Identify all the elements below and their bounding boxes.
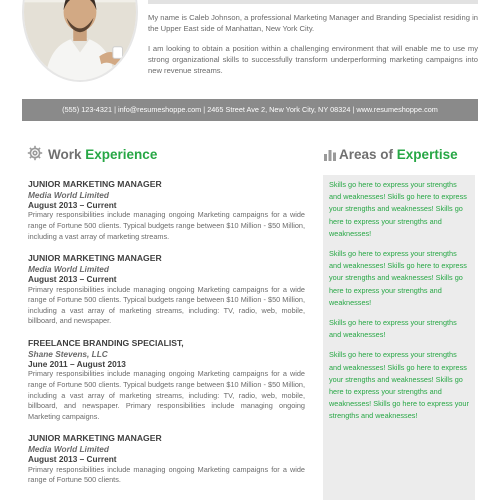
work-title-prefix: Work: [48, 147, 82, 162]
job-dates: August 2013 – Current: [28, 454, 117, 465]
contact-details: (555) 123-4321 | info@resumeshoppe.com | 2465 Street Ave 2, New York City, NY 08324 | www.resumeshoppe.com: [62, 105, 438, 114]
job-entry: [28, 179, 305, 242]
expertise-item: Skills go here to express your strengths and weaknesses! Skills go here to express your strengths and weaknesses! Skills go here to express your strengths and weaknesses!: [329, 249, 467, 307]
work-experience-list: [28, 179, 305, 497]
intro-paragraph: My name is Caleb Johnson, a professional Marketing Manager and Branding Specialist residing in the Upper East side of Manhattan, New York City.: [148, 13, 478, 34]
job-description: Primary responsibilities include managing ongoing Marketing campaigns for a wide range of Fortune 500 clients. Typical budgets range between $10 Million - $50 Million, including a vast array of marketing streams.: [28, 210, 305, 241]
job-entry: [28, 253, 305, 327]
job-description: Primary responsibilities include managing ongoing Marketing campaigns for a wide range of Fortune 500 clients.: [28, 464, 305, 485]
expertise-title-prefix: Areas of: [339, 147, 394, 162]
job-company: Media World Limited: [28, 263, 109, 274]
job-title: JUNIOR MARKETING MANAGER: [28, 179, 162, 189]
expertise-item: Skills go here to express your strengths and weaknesses! Skills go here to express your strengths and weaknesses! Skills go here to express your strengths and weaknesses!: [329, 180, 467, 238]
job-dates: August 2013 – Current: [28, 274, 117, 285]
profile-photo: [22, 0, 138, 82]
job-description: Primary responsibilities include managing ongoing Marketing campaigns for a wide range of Fortune 500 clients. Typical budgets range between $10 Million - $50 Million, including a vast array of marketing streams, including: TV, radio, web, mobile, billboard, and newspaper.: [28, 284, 305, 326]
work-title-accent: Experience: [85, 147, 158, 162]
job-dates: June 2011 – August 2013: [28, 358, 126, 369]
job-title: JUNIOR MARKETING MANAGER: [28, 433, 162, 444]
job-company: Media World Limited: [28, 443, 109, 454]
expertise-item: Skills go here to express your strengths and weaknesses!: [329, 318, 457, 340]
job-description: Primary responsibilities include managing ongoing Marketing campaigns for a wide range of Fortune 500 clients. Typical budgets range between $10 Million - $50 Million, including a vast array of marketing streams, including: TV, radio, web, mobile, billboard, and newspaper. Primary responsibilities include managing ongoing Marketing campaigns.: [28, 369, 305, 421]
intro-paragraph: I am looking to obtain a position within a challenging environment that will enable me to use my strong organizational skills to successfully transform underperforming marketing campaigns into new revenue streams.: [148, 43, 478, 76]
intro-section: [148, 12, 478, 84]
job-dates: August 2013 – Current: [28, 200, 117, 210]
work-experience-title: [48, 147, 157, 162]
expertise-title-accent: Expertise: [396, 147, 458, 162]
expertise-panel: [323, 175, 475, 500]
gear-icon: [27, 145, 43, 161]
contact-bar: [22, 99, 478, 121]
job-entry: [28, 338, 305, 422]
areas-of-expertise-title: [339, 147, 458, 162]
job-entry: [28, 433, 305, 486]
job-title: FREELANCE BRANDING SPECIALIST,: [28, 337, 184, 348]
job-company: Media World Limited: [28, 189, 109, 200]
bar-chart-icon: [324, 149, 336, 161]
expertise-item: Skills go here to express your strengths and weaknesses! Skills go here to express your strengths and weaknesses! Skills go here to express your strengths and weaknesses! Skills go here to express your strengths and weaknesses!: [329, 350, 469, 421]
job-company: Shane Stevens, LLC: [28, 348, 108, 359]
job-title: JUNIOR MARKETING MANAGER: [28, 253, 162, 264]
person-portrait-icon: [24, 0, 136, 80]
header-divider: [148, 0, 478, 4]
